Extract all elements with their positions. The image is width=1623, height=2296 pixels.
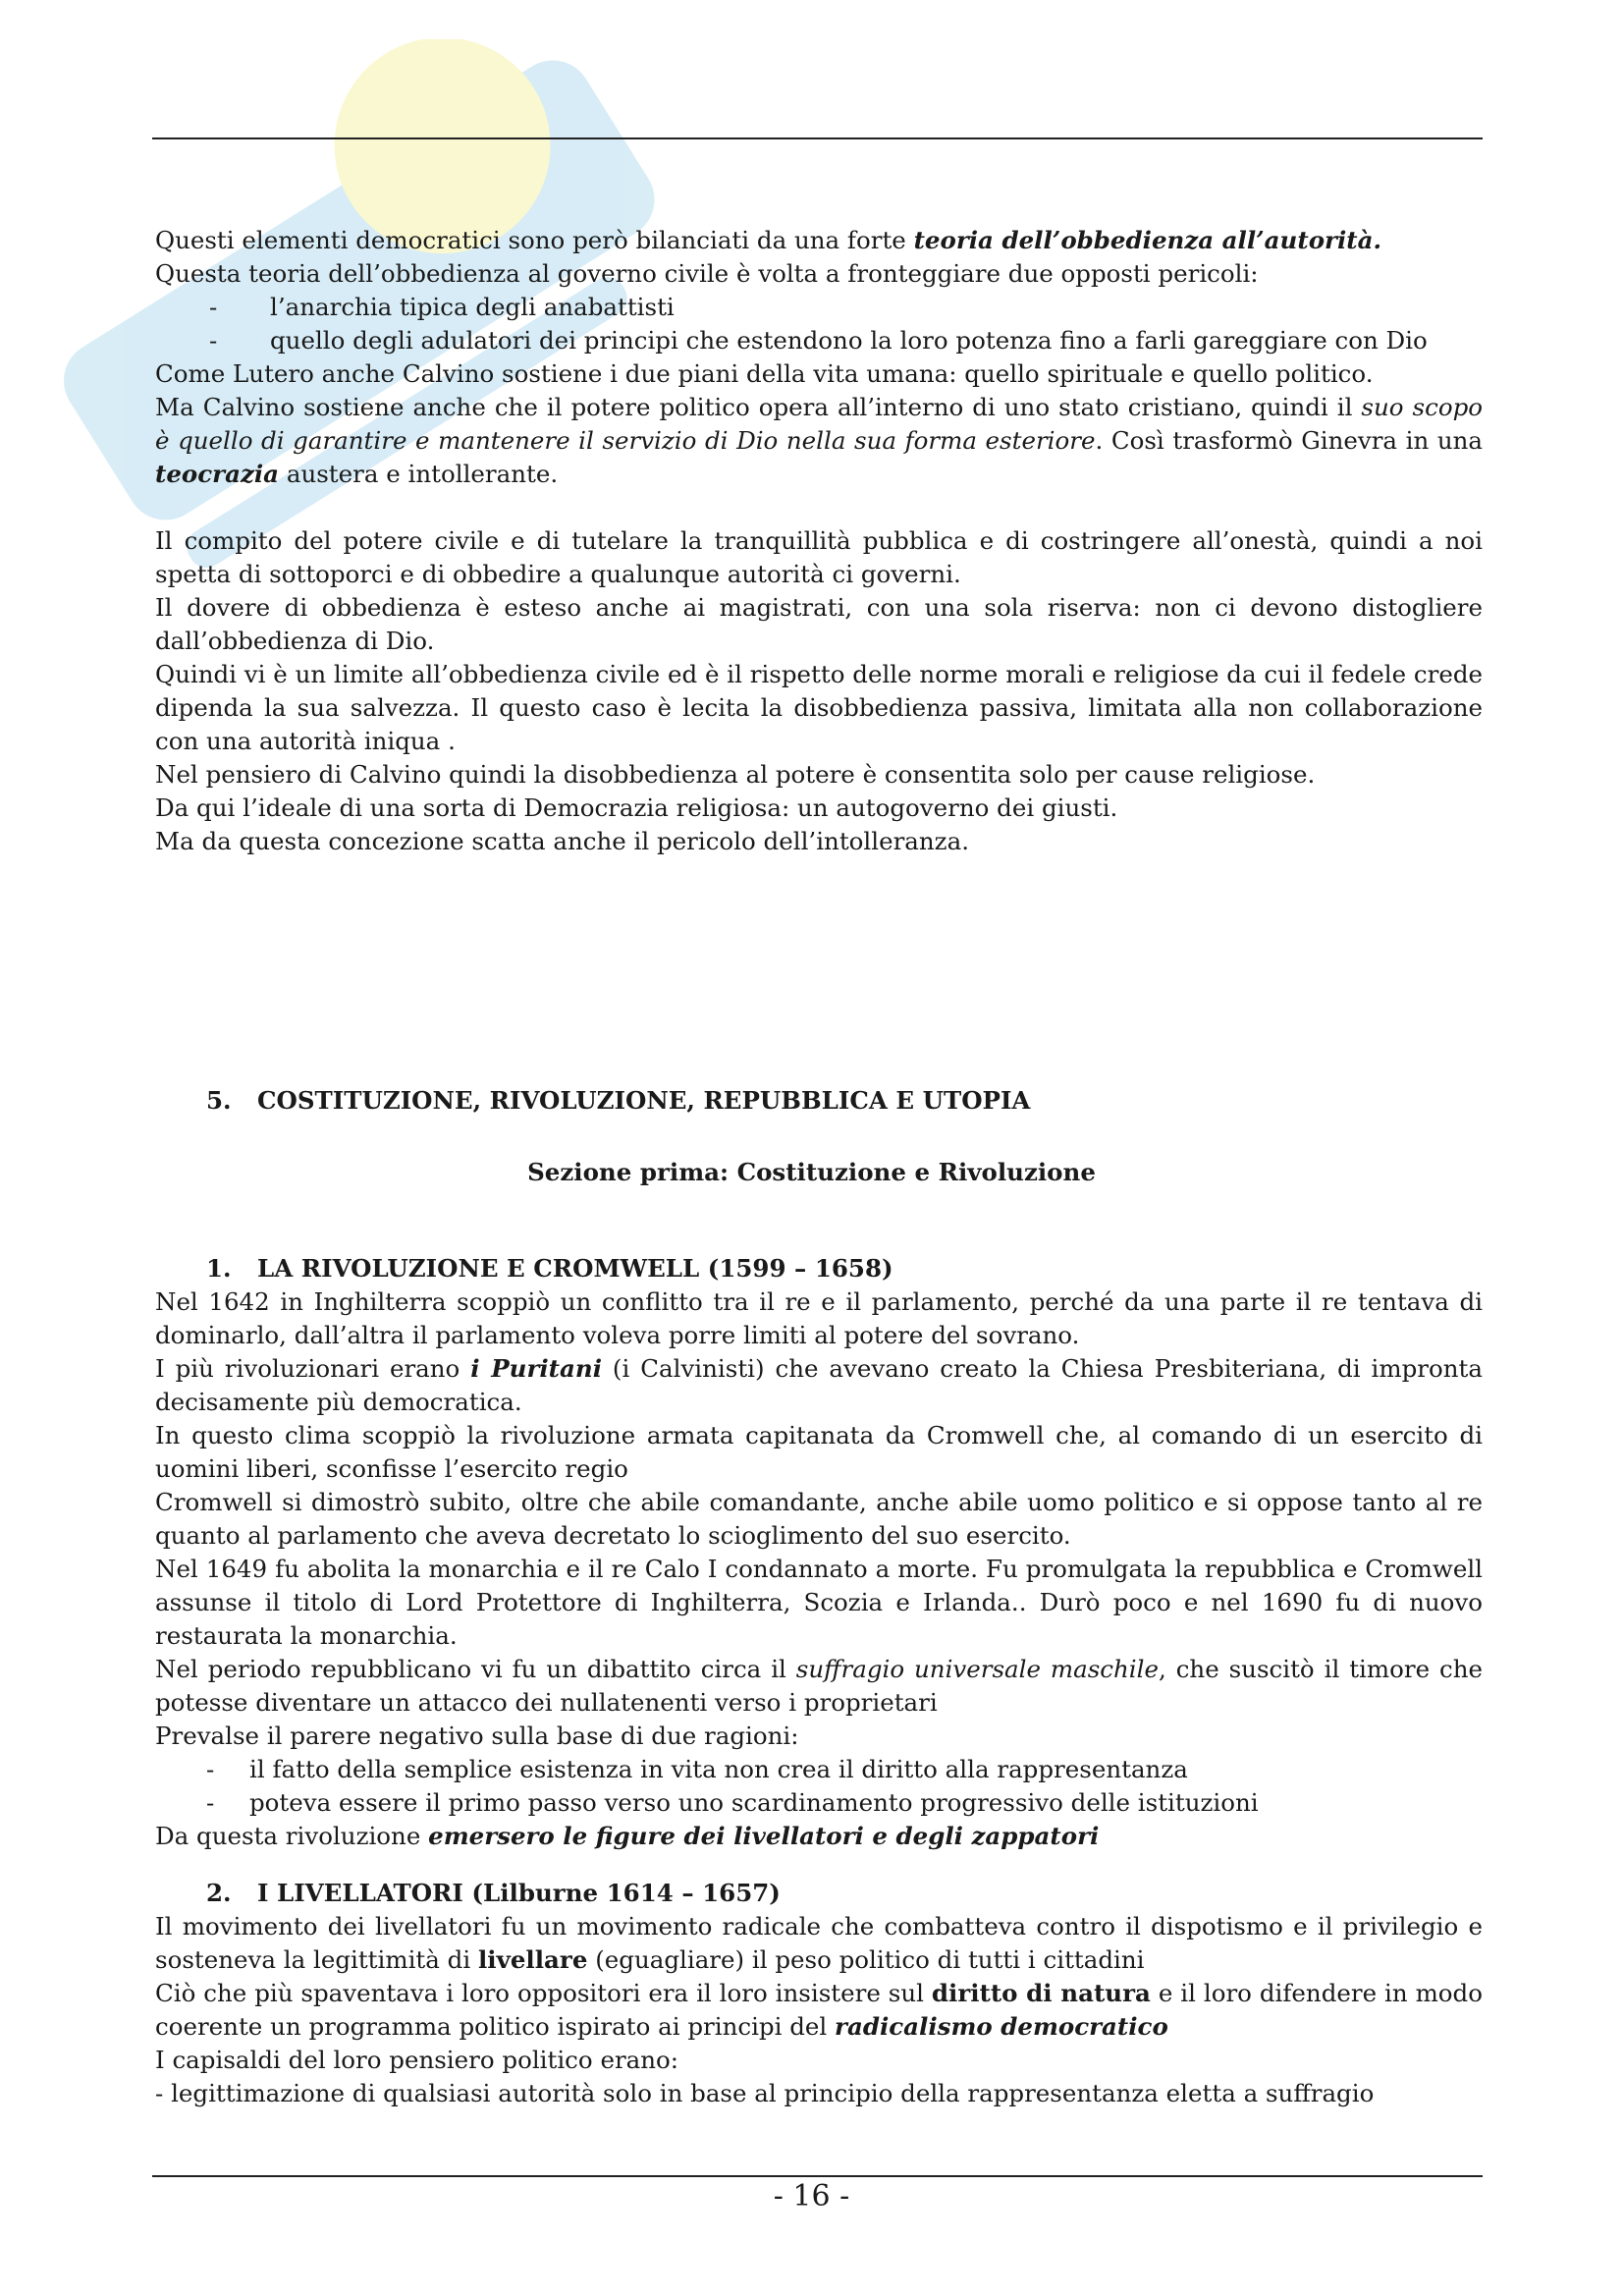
text: Ma Calvino sostiene anche che il potere politico opera all’interno di uno stato cristiano, quindi il — [155, 393, 1362, 421]
page-number: - 16 - — [773, 2179, 850, 2214]
text: (eguagliare) il peso politico di tutti i cittadini — [587, 1945, 1145, 1974]
list-marker: - — [209, 293, 218, 321]
paragraph: Prevalse il parere negativo sulla base di due ragioni: — [155, 1722, 799, 1750]
paragraph: Da qui l’ideale di una sorta di Democrazia religiosa: un autogoverno dei giusti. — [155, 793, 1118, 822]
paragraph: In questo clima scoppiò la rivoluzione armata capitanata da Cromwell che, al comando di un esercito di uomini liberi, sconfisse l’esercito regio — [155, 1421, 1483, 1483]
emphasis: emersero le figure dei livellatori e degli zappatori — [428, 1822, 1100, 1850]
page-body-sections — [155, 1252, 1483, 2110]
list-item — [155, 291, 1483, 324]
paragraph: I capisaldi del loro pensiero politico erano: — [155, 2046, 679, 2074]
section-heading — [155, 1252, 1483, 1285]
paragraph: Nel 1649 fu abolita la monarchia e il re Calo I condannato a morte. Fu promulgata la repubblica e Cromwell assunse il titolo di Lord Protettore di Inghilterra, Scozia e Irlanda.. Durò poco e nel 1690 fu di nuovo restaurata la monarchia. — [155, 1555, 1483, 1650]
chapter-title: COSTITUZIONE, RIVOLUZIONE, REPUBBLICA E UTOPIA — [257, 1086, 1031, 1115]
paragraph — [155, 224, 1483, 257]
emphasis: teocrazia — [155, 460, 280, 488]
emphasis: diritto di natura — [931, 1979, 1151, 2007]
list-text: il fatto della semplice esistenza in vita non crea il diritto alla rappresentanza — [249, 1755, 1188, 1783]
section-number: 2. — [206, 1879, 232, 1907]
paragraph: - legittimazione di qualsiasi autorità solo in base al principio della rappresentanza eletta a suffragio — [155, 2079, 1375, 2107]
paragraph: Il dovere di obbedienza è esteso anche ai magistrati, con una sola riserva: non ci devono distogliere dall’obbedienza di Dio. — [155, 593, 1483, 655]
emphasis: i Puritani — [470, 1354, 602, 1383]
text: I più rivoluzionari erano — [155, 1354, 471, 1383]
paragraph — [155, 1352, 1483, 1419]
list-item — [155, 324, 1483, 357]
paragraph: Quindi vi è un limite all’obbedienza civile ed è il rispetto delle norme morali e religiose da cui il fedele crede dipenda la sua salvezza. Il questo caso è lecita la disobbedienza passiva, limitata alla non collaborazione con una autorità iniqua . — [155, 660, 1483, 755]
text: Ciò che più spaventava i loro oppositori era il loro insistere sul — [155, 1979, 932, 2007]
text: , che suscitò il timore che potesse diventare un attacco dei nullatenenti verso i proprietari — [155, 1655, 1483, 1717]
list-item — [155, 1786, 1483, 1820]
text: e il loro difendere in modo coerente un programma politico ispirato ai principi del — [155, 1979, 1483, 2041]
list-text: poteva essere il primo passo verso uno scardinamento progressivo delle istituzioni — [249, 1788, 1259, 1817]
text: Il movimento dei livellatori fu un movimento radicale che combatteva contro il dispotismo e il privilegio e sosteneva la legittimità di — [155, 1912, 1483, 1974]
paragraph — [155, 1910, 1483, 1977]
emphasis: teoria dell’obbedienza all’autorità. — [913, 226, 1381, 254]
text: austera e intollerante. — [279, 460, 559, 488]
text: (i Calvinisti) che avevano creato la Chiesa Presbiteriana, di impronta decisamente più democratica. — [155, 1354, 1483, 1416]
emphasis: radicalismo democratico — [835, 2012, 1168, 2041]
paragraph: Nel 1642 in Inghilterra scoppiò un conflitto tra il re e il parlamento, perché da una parte il re tentava di dominarlo, dall’altra il parlamento voleva porre limiti al potere del sovrano. — [155, 1287, 1483, 1349]
paragraph — [155, 1820, 1483, 1853]
chapter-number: 5. — [206, 1086, 232, 1115]
list-text: l’anarchia tipica degli anabattisti — [270, 293, 675, 321]
text: Nel periodo repubblicano vi fu un dibattito circa il — [155, 1655, 796, 1683]
list-marker: - — [206, 1755, 215, 1783]
paragraph: Il compito del potere civile e di tutelare la tranquillità pubblica e di costringere all’onestà, quindi a noi spetta di sottoporci e di obbedire a qualunque autorità ci governi. — [155, 526, 1483, 588]
section-heading — [155, 1877, 1483, 1910]
paragraph — [155, 1653, 1483, 1720]
emphasis: suffragio universale maschile — [795, 1655, 1159, 1683]
section-title: I LIVELLATORI (Lilburne 1614 – 1657) — [257, 1879, 781, 1907]
paragraph — [155, 1977, 1483, 2044]
paragraph: Cromwell si dimostrò subito, oltre che abile comandante, anche abile uomo politico e si oppose tanto al re quanto al parlamento che aveva decretato lo scioglimento del suo esercito. — [155, 1488, 1483, 1550]
emphasis: suo scopo è quello di garantire e mantenere il servizio di Dio nella sua forma esteriore — [155, 393, 1484, 455]
paragraph — [155, 391, 1483, 491]
list-marker: - — [206, 1788, 215, 1817]
paragraph: Ma da questa concezione scatta anche il pericolo dell’intolleranza. — [155, 827, 969, 855]
list-text: quello degli adulatori dei principi che estendono la loro potenza fino a farli gareggiare con Dio — [270, 326, 1428, 355]
list-item — [155, 1753, 1483, 1786]
emphasis: livellare — [477, 1945, 588, 1974]
section-number: 1. — [206, 1254, 232, 1283]
text: Questi elementi democratici sono però bilanciati da una forte — [155, 226, 914, 254]
text: . Così trasformò Ginevra in una — [1095, 426, 1483, 455]
paragraph: Questa teoria dell’obbedienza al governo civile è volta a fronteggiare due opposti pericoli: — [155, 259, 1259, 288]
paragraph: Nel pensiero di Calvino quindi la disobbedienza al potere è consentita solo per cause religiose. — [155, 760, 1316, 789]
list-marker: - — [209, 326, 218, 355]
text: Da questa rivoluzione — [155, 1822, 429, 1850]
header-rule — [152, 137, 1483, 139]
paragraph: Come Lutero anche Calvino sostiene i due piani della vita umana: quello spirituale e quello politico. — [155, 359, 1374, 388]
section-title: LA RIVOLUZIONE E CROMWELL (1599 – 1658) — [257, 1254, 893, 1283]
section-subtitle: Sezione prima: Costituzione e Rivoluzione — [527, 1158, 1096, 1186]
chapter-heading — [206, 1084, 1030, 1118]
page-body-intro — [155, 224, 1483, 858]
